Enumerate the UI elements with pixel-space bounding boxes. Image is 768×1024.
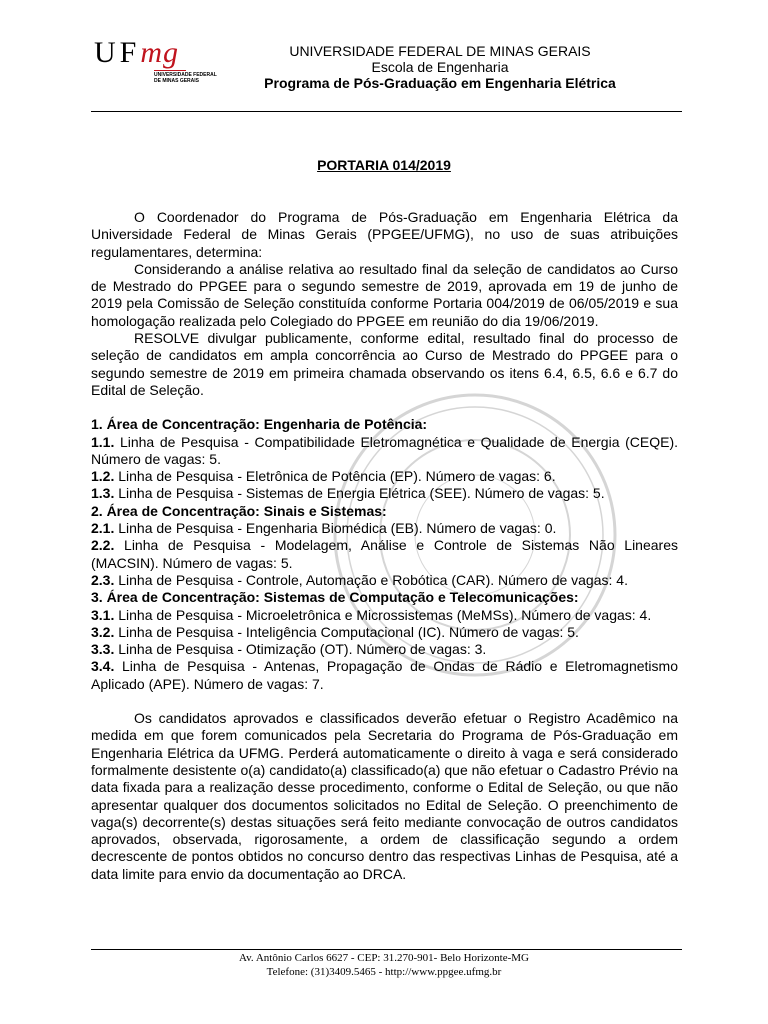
ufmg-logo xyxy=(94,38,234,96)
area-heading: 1. Área de Concentração: Engenharia de Potência: xyxy=(91,416,428,433)
header-divider xyxy=(91,111,682,112)
intro-paragraph: O Coordenador do Programa de Pós-Graduação em Engenharia Elétrica da Universidade Federal de Minas Gerais (PPGEE/UFMG), no uso de suas atribuições regulamentares, determina: xyxy=(91,209,678,260)
university-name: UNIVERSIDADE FEDERAL DE MINAS GERAIS xyxy=(289,43,591,59)
footer-address: Av. Antônio Carlos 6627 - CEP: 31.270-901- Belo Horizonte-MG xyxy=(239,952,529,964)
closing-paragraph: Os candidatos aprovados e classificados deverão efetuar o Registro Acadêmico na medida em que forem comunicados pela Secretaria do Programa de Pós-Graduação em Engenharia Elétrica da UFMG. Perderá automaticamente o direito à vaga e será considerado formalmente desistente o(a) candidato(a) classificado(a) que não efetuar o Cadastro Prévio na data fixada para a realização desse procedimento, conforme o Edital de Seleção, ou que não apresentar qualquer dos documentos solicitados no Edital de Seleção. O preenchimento de vaga(s) decorrente(s) destas situações será feito mediante convocação de outros candidatos aprovados, observada, rigorosamente, a ordem de classificação segundo a ordem decrescente de pontos obtidos no concurso dentro das respectivas Linhas de Pesquisa, até a data limite para envio da documentação ao DRCA. xyxy=(91,710,678,882)
program-name: Programa de Pós-Graduação em Engenharia Elétrica xyxy=(264,75,616,91)
logo-divider xyxy=(154,70,186,71)
research-line: 1.1. Linha de Pesquisa - Compatibilidade Eletromagnética e Qualidade de Energia (CEQE). Número de vagas: 5. xyxy=(91,433,678,467)
research-line: 2.3. Linha de Pesquisa - Controle, Automação e Robótica (CAR). Número de vagas: 4. xyxy=(91,571,628,588)
footer xyxy=(0,951,768,979)
school-name: Escola de Engenharia xyxy=(371,59,509,75)
document-body xyxy=(91,209,678,883)
research-line: 3.2. Linha de Pesquisa - Inteligência Computacional (IC). Número de vagas: 5. xyxy=(91,623,579,640)
letterhead xyxy=(240,43,640,91)
area-heading: 2. Área de Concentração: Sinais e Sistemas: xyxy=(91,502,387,519)
research-line: 3.3. Linha de Pesquisa - Otimização (OT). Número de vagas: 3. xyxy=(91,641,487,658)
considering-paragraph: Considerando a análise relativa ao resultado final da seleção de candidatos ao Curso de Mestrado do PPGEE para o segundo semestre de 2019, aprovada em 19 de junho de 2019 pela Comissão de Seleção constituída conforme Portaria 004/2019 de 06/05/2019 e sua homologação realizada pelo Colegiado do PPGEE em reunião do dia 19/06/2019. xyxy=(91,260,678,329)
research-line: 2.2. Linha de Pesquisa - Modelagem, Análise e Controle de Sistemas Não Lineares (MACSIN). Número de vagas: 5. xyxy=(91,537,678,571)
footer-contact: Telefone: (31)3409.5465 - http://www.ppgee.ufmg.br xyxy=(266,966,502,978)
ufmg-logo-mark: UFmg xyxy=(94,36,180,69)
research-line: 1.3. Linha de Pesquisa - Sistemas de Energia Elétrica (SEE). Número de vagas: 5. xyxy=(91,485,605,502)
research-line: 2.1. Linha de Pesquisa - Engenharia Biomédica (EB). Número de vagas: 0. xyxy=(91,520,557,537)
resolve-paragraph: RESOLVE divulgar publicamente, conforme edital, resultado final do processo de seleção de candidatos em ampla concorrência ao Curso de Mestrado do PPGEE para o segundo semestre de 2019 em primeira chamada observando os itens 6.4, 6.5, 6.6 e 6.7 do Edital de Seleção. xyxy=(91,330,678,398)
research-line: 3.4. Linha de Pesquisa - Antenas, Propagação de Ondas de Rádio e Eletromagnetismo Aplicado (APE). Número de vagas: 7. xyxy=(91,658,678,692)
research-line: 1.2. Linha de Pesquisa - Eletrônica de Potência (EP). Número de vagas: 6. xyxy=(91,468,556,485)
logo-subtext: UNIVERSIDADE FEDERAL DE MINAS GERAIS xyxy=(154,72,217,84)
area-heading: 3. Área de Concentração: Sistemas de Computação e Telecomunicações: xyxy=(91,589,579,606)
footer-divider xyxy=(91,949,682,950)
research-line: 3.1. Linha de Pesquisa - Microeletrônica e Microssistemas (MeMSs). Número de vagas: 4. xyxy=(91,606,652,623)
page-title: PORTARIA 014/2019 xyxy=(317,157,451,173)
